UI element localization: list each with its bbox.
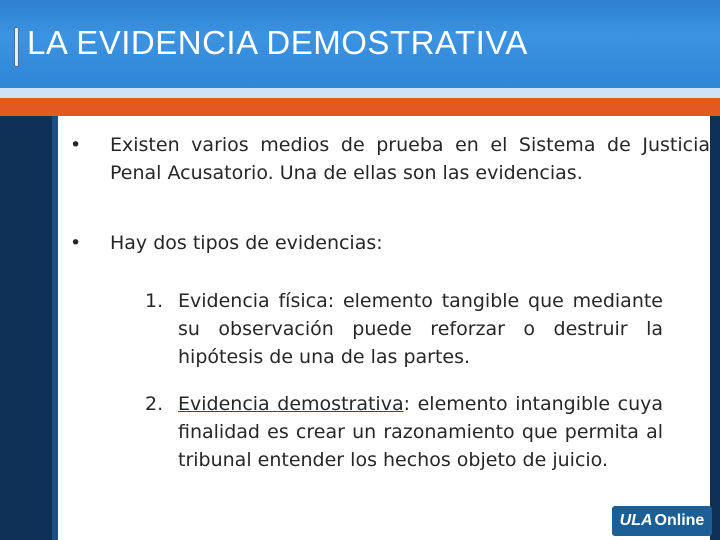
item-number: 1.: [145, 290, 164, 312]
item-text-rest: : elemento intangible cuya finalidad es crear un razonamiento que permita al tribunal entender los hechos objeto de juicio.: [178, 393, 663, 471]
logo-text: Online: [654, 512, 705, 529]
slide-title: LA EVIDENCIA DEMOSTRATIVA: [27, 24, 528, 61]
bullet-text: Hay dos tipos de evidencias:: [110, 232, 383, 254]
item-text: Evidencia física: elemento tangible que mediante su observación puede reforzar o destruir la hipótesis de una de las partes.: [178, 290, 663, 368]
term-link[interactable]: Evidencia demostrativa: [178, 393, 404, 415]
item-text: [178, 390, 663, 474]
title-marker: [14, 27, 19, 67]
slide-header: [0, 0, 720, 88]
left-sidebar-bar: [0, 116, 52, 540]
slide-content: [58, 116, 710, 540]
logo-mark: ULA: [619, 512, 653, 529]
header-divider: [0, 88, 720, 98]
bullet-symbol: •: [70, 134, 82, 156]
accent-bar: [0, 98, 720, 116]
bullet-symbol: •: [70, 232, 82, 254]
bullet-text: Existen varios medios de prueba en el Sistema de Justicia Penal Acusatorio. Una de ellas son las evidencias.: [110, 134, 710, 184]
item-number: 2.: [145, 393, 164, 415]
brand-logo: [612, 506, 712, 536]
right-sidebar-bar: [710, 116, 720, 540]
